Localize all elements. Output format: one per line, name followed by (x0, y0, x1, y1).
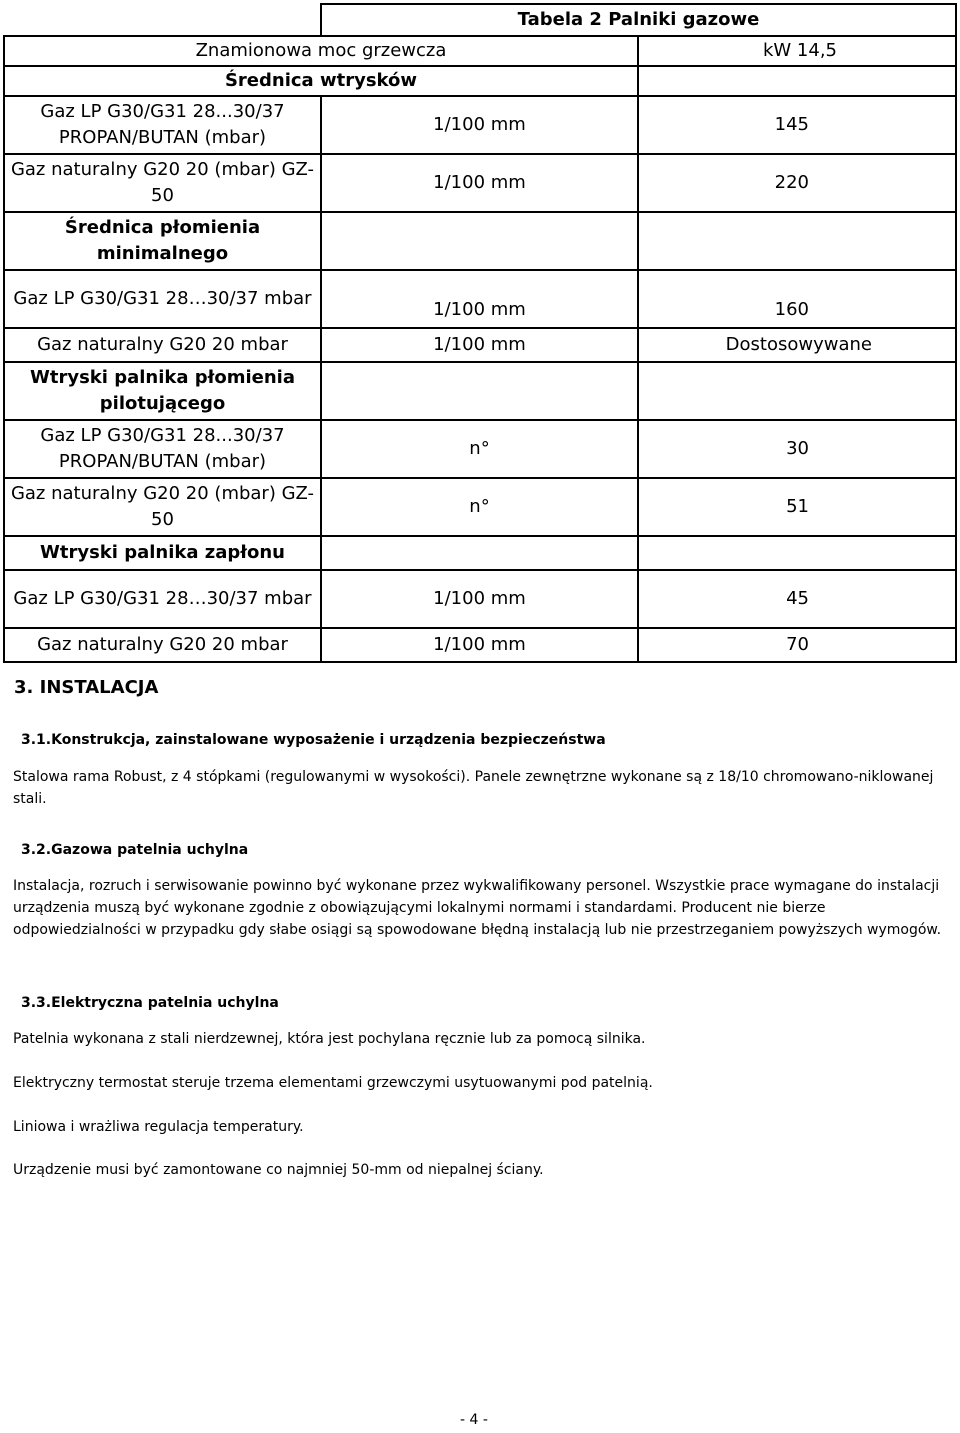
subsection-title-3-3: 3.3.Elektryczna patelnia uchylna (21, 995, 279, 1011)
row-label: Gaz naturalny G20 20 (mbar) GZ-50 (4, 478, 321, 536)
subsection-title-3-1: 3.1.Konstrukcja, zainstalowane wyposażenie i urządzenia bezpieczeństwa (21, 732, 606, 748)
row-unit: n° (321, 478, 638, 536)
table-row (4, 570, 956, 628)
row-label: Gaz LP G30/G31 28…30/37 mbar (4, 570, 321, 628)
row-label: Gaz LP G30/G31 28…30/37 mbar (4, 270, 321, 328)
row-value: 70 (638, 628, 956, 662)
page-number: - 4 - (460, 1412, 488, 1428)
row-unit: 1/100 mm (321, 570, 638, 628)
table-row (4, 212, 956, 270)
row-label: Gaz LP G30/G31 28...30/37 PROPAN/BUTAN (mbar) (4, 96, 321, 154)
paragraph-3-3-d: Urządzenie musi być zamontowane co najmniej 50-mm od niepalnej ściany. (13, 1162, 544, 1178)
table-row (4, 154, 956, 212)
row-label: Gaz naturalny G20 20 (mbar) GZ-50 (4, 154, 321, 212)
row-unit: 1/100 mm (321, 328, 638, 362)
row-heading: Wtryski palnika płomienia pilotującego (4, 362, 321, 420)
table-row (4, 478, 956, 536)
row-value: kW 14,5 (638, 36, 956, 66)
row-heading: Średnica płomienia minimalnego (4, 212, 321, 270)
table-row (4, 420, 956, 478)
table-row (4, 628, 956, 662)
row-value: 220 (638, 154, 956, 212)
table-title: Tabela 2 Palniki gazowe (321, 4, 956, 36)
table-row (4, 36, 956, 66)
gas-burner-table (3, 3, 957, 663)
row-value: 45 (638, 570, 956, 628)
row-heading: Średnica wtrysków (4, 66, 638, 96)
row-value: 30 (638, 420, 956, 478)
row-unit: 1/100 mm (321, 154, 638, 212)
row-label: Gaz naturalny G20 20 mbar (4, 628, 321, 662)
row-unit: 1/100 mm (321, 270, 638, 328)
table-row (4, 270, 956, 328)
row-label: Gaz LP G30/G31 28...30/37 PROPAN/BUTAN (mbar) (4, 420, 321, 478)
row-label: Znamionowa moc grzewcza (4, 36, 638, 66)
paragraph-3-3-b: Elektryczny termostat steruje trzema elementami grzewczymi usytuowanymi pod patelnią. (13, 1075, 653, 1091)
section-heading: 3. INSTALACJA (14, 677, 159, 698)
subsection-title-3-2: 3.2.Gazowa patelnia uchylna (21, 842, 249, 858)
row-label: Gaz naturalny G20 20 mbar (4, 328, 321, 362)
row-heading: Wtryski palnika zapłonu (4, 536, 321, 570)
table-row (4, 536, 956, 570)
paragraph-3-3-a: Patelnia wykonana z stali nierdzewnej, która jest pochylana ręcznie lub za pomocą silnika. (13, 1031, 646, 1047)
table-title-row (4, 4, 956, 36)
paragraph-3-2: Instalacja, rozruch i serwisowanie powinno być wykonane przez wykwalifikowany personel. Wszystkie prace wymagane do instalacji urządzenia muszą być wykonane zgodnie z obowiązującymi lokalnymi normami i standardami. Producent nie bierze odpowiedzialności w przypadku gdy słabe osiągi są spowodowane błędną instalacją lub nie przestrzeganiem powyższych wymogów. (13, 878, 942, 938)
paragraph-3-1: Stalowa rama Robust, z 4 stópkami (regulowanymi w wysokości). Panele zewnętrzne wykonane są z 18/10 chromowano-niklowanej stali. (13, 769, 934, 807)
row-value: 145 (638, 96, 956, 154)
row-value: 160 (638, 270, 956, 328)
row-unit: 1/100 mm (321, 96, 638, 154)
table-row (4, 96, 956, 154)
table-row (4, 328, 956, 362)
row-value: 51 (638, 478, 956, 536)
table-row (4, 362, 956, 420)
row-unit: 1/100 mm (321, 628, 638, 662)
row-value: Dostosowywane (638, 328, 956, 362)
table-row (4, 66, 956, 96)
row-unit: n° (321, 420, 638, 478)
paragraph-3-3-c: Liniowa i wrażliwa regulacja temperatury. (13, 1119, 304, 1135)
